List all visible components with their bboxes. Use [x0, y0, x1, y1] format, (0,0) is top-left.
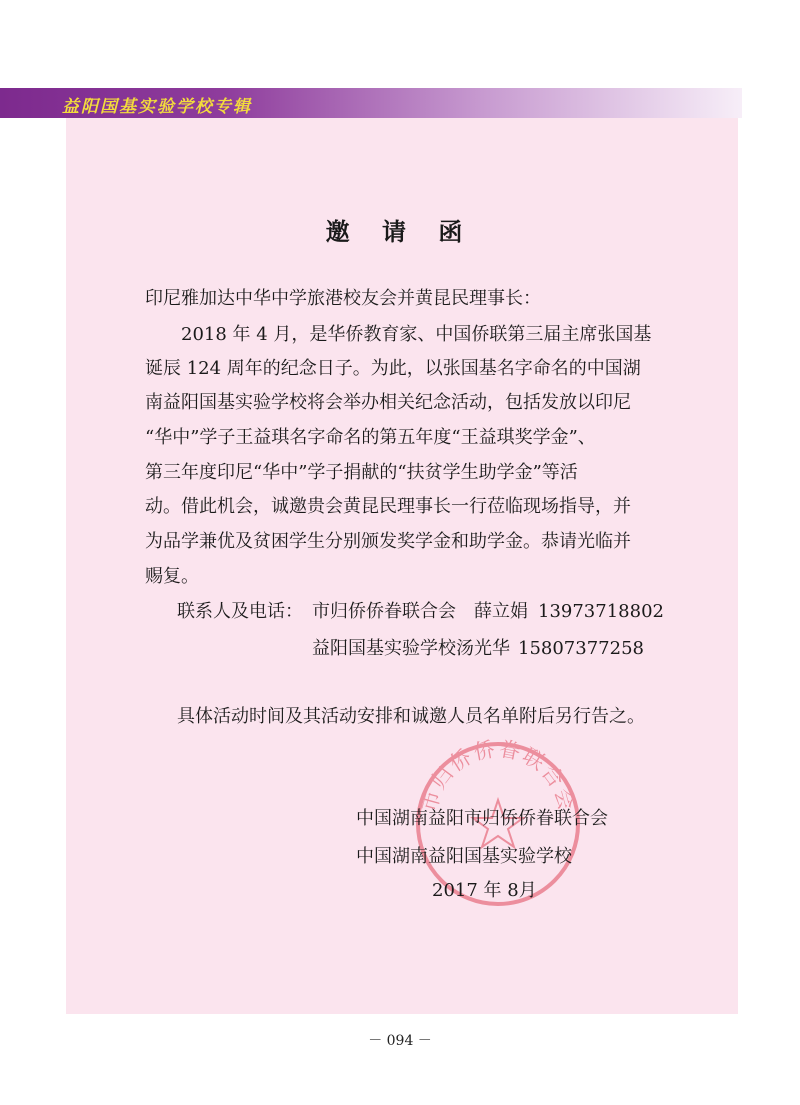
body-line: 南益阳国基实验学校将会举办相关纪念活动，包括发放以印尼 [145, 392, 631, 413]
body-line: “华中”学子王益琪名字命名的第五年度“王益琪奖学金”、 [145, 427, 596, 448]
contact-org: 市归侨侨眷联合会 [312, 601, 456, 622]
body-line: 诞辰 124 周年的纪念日子。为此，以张国基名字命名的中国湖 [145, 358, 641, 379]
contact-org: 益阳国基实验学校 [312, 638, 456, 659]
contact-phone: 13973718802 [538, 601, 664, 622]
body-line: 第三年度印尼“华中”学子捐献的“扶贫学生助学金”等活 [145, 462, 578, 483]
closing-note: 具体活动时间及其活动安排和诚邀人员名单附后另行告之。 [177, 706, 645, 727]
salutation: 印尼雅加达中华中学旅港校友会并黄昆民理事长： [145, 288, 541, 309]
signature-org1: 中国湖南益阳市归侨侨眷联合会 [356, 808, 608, 829]
contact-label: 联系人及电话： [177, 601, 303, 622]
contact-name: 薛立娟 [474, 601, 528, 622]
body-line: 2018 年 4 月，是华侨教育家、中国侨联第三届主席张国基 [145, 324, 652, 345]
body-line: 动。借此机会，诚邀贵会黄昆民理事长一行莅临现场指导，并 [145, 496, 631, 517]
signature-org2: 中国湖南益阳国基实验学校 [356, 846, 572, 867]
letter-title: 邀 请 函 [325, 217, 475, 246]
banner-title: 益阳国基实验学校专辑 [62, 97, 252, 117]
body-line: 为品学兼优及贫困学生分别颁发奖学金和助学金。恭请光临并 [145, 531, 631, 552]
signature-date: 2017 年 8月 [432, 880, 537, 901]
header-banner [0, 88, 742, 118]
body-line: 赐复。 [145, 566, 199, 587]
contact-name: 汤光华 [456, 638, 510, 659]
contact-phone: 15807377258 [518, 638, 644, 659]
seal-text: 市归侨侨眷联合会 [416, 738, 580, 815]
page-number: － 094 － [368, 1033, 432, 1049]
